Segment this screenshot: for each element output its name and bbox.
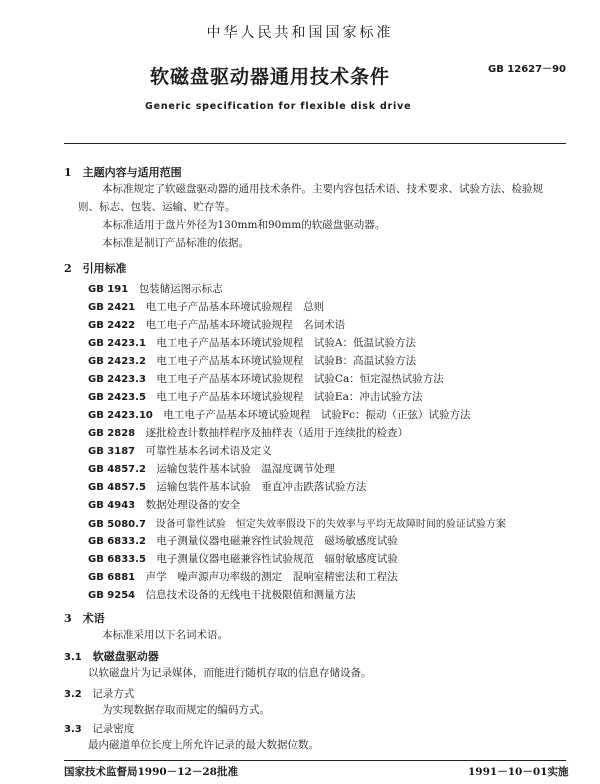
- reference-title: 电工电子产品基本环境试验规程 总则: [145, 301, 325, 313]
- reference-title: 电工电子产品基本环境试验规程 试验Ea：冲击试验方法: [156, 391, 423, 403]
- reference-item: [88, 353, 416, 368]
- reference-item: [88, 425, 408, 440]
- reference-item: [88, 551, 398, 566]
- english-title: Generic specification for flexible disk drive: [145, 101, 412, 112]
- reference-title: 逐批检查计数抽样程序及抽样表（适用于连续批的检查）: [145, 427, 409, 439]
- section-1-paragraph-3: 本标准是制订产品标准的依据。: [102, 237, 249, 249]
- term-3-1-definition: 以软磁盘片为记录媒体，而能进行随机存取的信息存储设备。: [88, 667, 372, 679]
- reference-item: [88, 587, 356, 602]
- section-1-paragraph-1: 本标准规定了软磁盘驱动器的通用技术条件。主要内容包括术语、技术要求、试验方法、检验规则、标志、包装、运输、贮存等。: [78, 183, 543, 213]
- reference-title: 运输包装件基本试验 温湿度调节处理: [156, 463, 335, 475]
- term-3-3-definition: 最内磁道单位长度上所允许记录的最大数据位数。: [88, 739, 319, 751]
- reference-code: GB 4943: [88, 500, 136, 511]
- reference-code: GB 4857.5: [88, 482, 146, 493]
- reference-title: 包装储运图示标志: [138, 283, 223, 295]
- reference-title: 声学 噪声源声功率级的测定 混响室精密法和工程法: [145, 571, 398, 583]
- reference-title: 数据处理设备的安全: [145, 499, 241, 511]
- reference-code: GB 191: [88, 284, 129, 295]
- section-3-intro: 本标准采用以下名词术语。: [102, 629, 228, 641]
- term-number: 3.3: [64, 724, 82, 735]
- reference-code: GB 2423.10: [88, 410, 153, 421]
- reference-item: [88, 389, 422, 404]
- reference-title: 电子测量仪器电磁兼容性试验规范 磁场敏感度试验: [156, 535, 398, 547]
- reference-item: [88, 569, 398, 584]
- reference-title: 电工电子产品基本环境试验规程 试验Fc：振动（正弦）试验方法: [163, 409, 471, 421]
- reference-item: [88, 281, 223, 296]
- reference-title: 信息技术设备的无线电干扰极限值和测量方法: [145, 589, 356, 601]
- reference-item: [88, 533, 398, 548]
- reference-title: 电工电子产品基本环境试验规程 试验Ca：恒定湿热试验方法: [156, 373, 444, 385]
- reference-item: [88, 317, 345, 332]
- reference-title: 电工电子产品基本环境试验规程 试验A：低温试验方法: [156, 337, 416, 349]
- term-number: 3.1: [64, 652, 82, 663]
- reference-code: GB 2422: [88, 320, 136, 331]
- term-title: 记录方式: [92, 688, 135, 700]
- reference-item: [88, 443, 272, 458]
- reference-item: [88, 479, 366, 494]
- reference-title: 设备可靠性试验 恒定失效率假设下的失效率与平均无故障时间的验证试验方案: [155, 519, 506, 530]
- section-1-heading: 1 主题内容与适用范围: [64, 166, 182, 179]
- reference-title: 电工电子产品基本环境试验规程 试验B：高温试验方法: [156, 355, 417, 367]
- reference-item: [88, 407, 471, 422]
- header-divider: [64, 143, 566, 144]
- term-title: 软磁盘驱动器: [92, 650, 159, 663]
- reference-title: 电子测量仪器电磁兼容性试验规范 辐射敏感度试验: [156, 553, 398, 565]
- reference-item: [88, 299, 324, 314]
- reference-item: [88, 497, 240, 512]
- reference-code: GB 6881: [88, 572, 136, 583]
- reference-code: GB 2423.1: [88, 338, 146, 349]
- reference-title: 可靠性基本名词术语及定义: [145, 445, 272, 457]
- term-3-1: [64, 648, 159, 664]
- reference-item: [88, 371, 444, 386]
- reference-code: GB 6833.5: [88, 554, 146, 565]
- reference-code: GB 2423.5: [88, 392, 146, 403]
- reference-code: GB 4857.2: [88, 464, 146, 475]
- reference-code: GB 2828: [88, 428, 136, 439]
- effective-date: 1991－10－01实施: [468, 766, 569, 778]
- reference-code: GB 9254: [88, 590, 136, 601]
- section-1-paragraph-2: 本标准适用于盘片外径为130mm和90mm的软磁盘驱动器。: [102, 219, 386, 231]
- reference-item: [88, 461, 335, 476]
- term-number: 3.2: [64, 689, 82, 700]
- standard-number: GB 12627－90: [488, 64, 567, 75]
- footer-divider: [64, 760, 566, 761]
- reference-item: [88, 335, 416, 350]
- reference-code: GB 5080.7: [88, 519, 146, 530]
- reference-title: 运输包装件基本试验 垂直冲击跌落试验方法: [156, 481, 367, 493]
- reference-title: 电工电子产品基本环境试验规程 名词术语: [145, 319, 346, 331]
- section-2-heading: 2 引用标准: [64, 262, 127, 275]
- term-title: 记录密度: [92, 723, 135, 735]
- reference-item: [88, 515, 506, 530]
- document-title: 软磁盘驱动器通用技术条件: [150, 66, 391, 88]
- reference-code: GB 2423.3: [88, 374, 146, 385]
- reference-code: GB 2421: [88, 302, 136, 313]
- term-3-2-definition: 为实现数据存取而规定的编码方式。: [102, 704, 270, 716]
- approval-date: 国家技术监督局1990－12－28批准: [64, 766, 238, 778]
- reference-code: GB 2423.2: [88, 356, 146, 367]
- section-3-heading: 3 术语: [64, 612, 105, 625]
- reference-code: GB 3187: [88, 446, 136, 457]
- reference-code: GB 6833.2: [88, 536, 146, 547]
- national-standard-header: 中华人民共和国国家标准: [206, 25, 394, 41]
